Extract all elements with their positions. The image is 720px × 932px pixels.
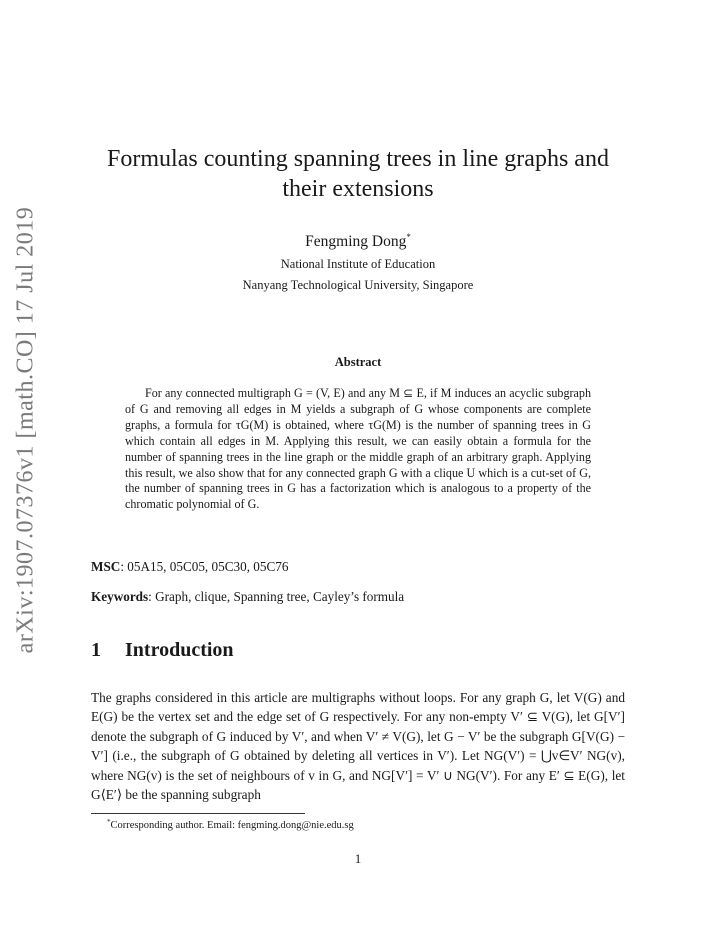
footnote-divider (91, 813, 305, 814)
arxiv-identifier-text: arXiv:1907.07376v1 [math.CO] 17 Jul 2019 (12, 206, 39, 654)
footnote (107, 818, 354, 831)
keywords-list: : Graph, clique, Spanning tree, Cayley’s formula (148, 589, 405, 604)
footnote-text: Corresponding author. Email: fengming.dong@nie.edu.sg (110, 820, 354, 831)
msc-line (91, 559, 288, 575)
affiliation-university: Nanyang Technological University, Singapore (242, 278, 474, 292)
abstract-text: For any connected multigraph G = (V, E) and any M ⊆ E, if M induces an acyclic subgraph of G and removing all edges in M yields a subgraph of G whose components are complete graphs, a formula for τG(M) is obtained, where τG(M) is the number of spanning trees in G which contain all edges in M. Applying this result, we can easily obtain a formula for the number of spanning trees in the line graph or the middle graph of an arbitrary graph. Applying this result, we also show that for any connected graph G with a clique U which is a cut-set of G, the number of spanning trees in G has a factorization which is analogous to a property of the chromatic polynomial of G. (125, 386, 591, 512)
msc-label: MSC (91, 559, 121, 574)
section-heading (91, 639, 234, 662)
affiliation-institute: National Institute of Education (280, 257, 436, 271)
author-footnote-mark: * (406, 232, 411, 242)
introduction-paragraph: The graphs considered in this article are multigraphs without loops. For any graph G, let V(G) and E(G) be the vertex set and the edge set of G respectively. For any non-empty V′ ⊆ V(G), let G[V′] denote the subgraph of G induced by V′, and when V′ ≠ V(G), let G − V′ be the subgraph G[V(G) − V′] (i.e., the subgraph of G obtained by deleting all vertices in V′). Let NG(V′) = ⋃v∈V′ NG(v), where NG(v) is the set of neighbours of v in G, and NG[V′] = V′ ∪ NG(V′). For any E′ ⊆ E(G), let G⟨E′⟩ be the spanning subgraph (91, 690, 625, 803)
keywords-line (91, 589, 404, 605)
section-number: 1 (91, 639, 101, 661)
abstract-heading: Abstract (334, 355, 382, 369)
msc-codes: : 05A15, 05C05, 05C30, 05C76 (120, 559, 289, 574)
page-number: 1 (354, 851, 362, 866)
arxiv-identifier-stamp (6, 206, 46, 654)
footnote-mark: * (107, 818, 111, 826)
paper-title: Formulas counting spanning trees in line graphs and their extensions (107, 146, 609, 202)
section-title: Introduction (125, 639, 234, 661)
author-line (90, 232, 626, 251)
author-name: Fengming Dong (305, 233, 407, 250)
keywords-label: Keywords (91, 589, 149, 604)
